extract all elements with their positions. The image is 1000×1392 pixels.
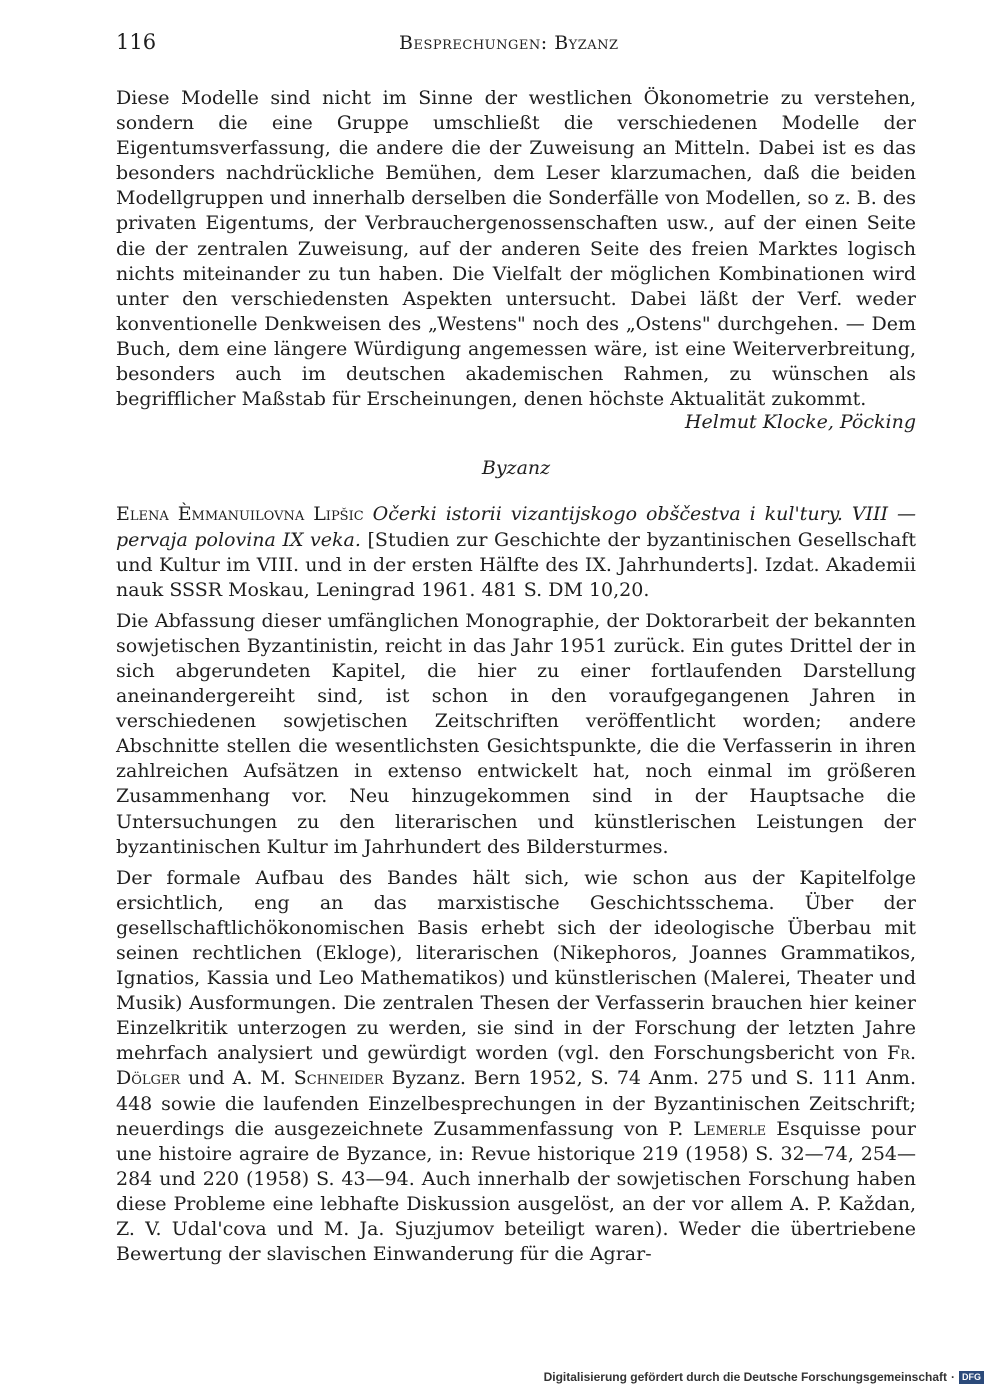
digitization-footer [544,1370,984,1384]
page-content [116,86,916,1267]
review-text: Diese Modelle sind nicht im Sinne der westlichen Ökonometrie zu verstehen, sondern die eine Gruppe umschließt die verschiedenen Modelle der Eigentumsverfassung, die andere die der Zuweisung an Mitteln. Dabei ist es das besonders nachdrückliche Bemühen, dem Leser klarzumachen, daß die beiden Modellgruppen und innerhalb derselben die Sonderfälle von Modellen, so z. B. des privaten Eigentums, der Verbrauchergenossenschaften usw., auf der einen Seite die der zentralen Zuweisung, auf der anderen Seite des freien Marktes logisch nichts miteinander zu tun haben. Die Vielfalt der möglichen Kombinationen wird unter den verschiedensten Aspekten untersucht. Dabei läßt der Verf. weder konventionelle Denkweisen des „Westens" noch des „Ostens" durchgehen. — Dem Buch, dem eine längere Würdigung angemessen wäre, ist eine Weiterverbreitung, besonders auch im deutschen akademischen Rahmen, zu wünschen als begrifflicher Maßstab für Erscheinungen, denen höchste Aktualität zukommt. [116,87,916,411]
paragraph-2-part-d: Esquisse pour une histoire agraire de Byzance, in: Revue historique 219 (1958) S. 32—74, 254—284 und 220 (1958) S. 43—94. Auch innerhalb der sowjetischen Forschung haben diese Probleme eine lebhafte Diskussion ausgelöst, an der vor allem A. P. Každan, Z. V. Udal'cova und M. Ja. Sjuzjumov beteiligt waren). Weder die übertriebene Bewertung der slavischen Einwanderung für die Agrar- [116,1117,917,1266]
book-citation [116,502,916,602]
author-name-lemerle: Lemerle [693,1117,767,1140]
paragraph-2-part-a: Der formale Aufbau des Bandes hält sich, wie schon aus der Kapitelfolge ersichtlich, eng an das marxistische Geschichtsschema. Über der gesellschaftlichökonomischen Basis erhebt sich der ideologische Überbau mit seinen rechtlichen (Ekloge), literarischen (Nikephoros, Joannes Grammatikos, Ignatios, Kassia und Leo Mathematikos) und künstlerischen (Malerei, Theater und Musik) Ausformungen. Die zentralen Thesen der Verfasserin brauchen hier keiner Einzelkritik unterzogen zu werden, sie sind in der Forschung der letzten Jahre mehrfach analysiert und gewürdigt worden (vgl. den Forschungsbericht von [116,866,916,1065]
page-header [116,30,916,60]
citation-title: Očerki istorii vizantijskogo obščestva i kul'tury. VIII — pervaja polovina IX veka. [116,503,916,551]
author-name-schneider: Schneider [293,1067,384,1090]
paragraph-2-part-c: Byzanz. Bern 1952, S. 74 Anm. 275 und S. 111 Anm. 448 sowie die laufenden Einzelbesprechungen in der Byzantinischen Zeitschrift; neuerdings die ausgezeichnete Zusammenfassung von P. [116,1067,916,1140]
paragraph-2-part-b: und A. M. [180,1067,294,1090]
running-title: Besprechungen: Byzanz [399,32,619,54]
citation-author: Elena Èmmanuilovna Lipšic [116,503,364,526]
reviewer-signature: Helmut Klocke, Pöcking [684,411,916,434]
footer-text: Digitalisierung gefördert durch die Deutsche Forschungsgemeinschaft [543,1370,947,1384]
paragraph-1: Die Abfassung dieser umfänglichen Monographie, der Doktorarbeit der bekannten sowjetischen Byzantinistin, reicht in das Jahr 1951 zurück. Ein gutes Drittel der in sich abgerundeten Kapitel, die hier zu einer fortlaufenden Darstellung aneinandergereiht sind, ist schon in den voraufgegangenen Jahren in verschiedenen sowjetischen Zeitschriften veröffentlicht worden; andere Abschnitte stellen die wesentlichsten Gesichtspunkte, die die Verfasserin in ihren zahlreichen Aufsätzen in extenso entwickelt hat, noch einmal im größeren Zusammenhang vor. Neu hinzugekommen sind in der Hauptsache die Untersuchungen zu den literarischen und künstlerischen Leistungen der byzantinischen Kultur im Jahrhundert des Bildersturmes. [116,609,916,858]
section-title: Byzanz [481,457,551,480]
page-number: 116 [116,30,157,54]
paragraph-2 [116,866,916,1268]
footer-separator: · [951,1370,955,1384]
citation-details: [Studien zur Geschichte der byzantinischen Gesellschaft und Kultur im VIII. und in der ersten Hälfte des IX. Jahrhunderts]. Izdat. Akademii nauk SSSR Moskau, Leningrad 1961. 481 S. DM 10,20. [116,528,916,601]
dfg-logo: DFG [959,1371,984,1384]
author-name-doelger: Fr. Dölger [116,1042,916,1090]
